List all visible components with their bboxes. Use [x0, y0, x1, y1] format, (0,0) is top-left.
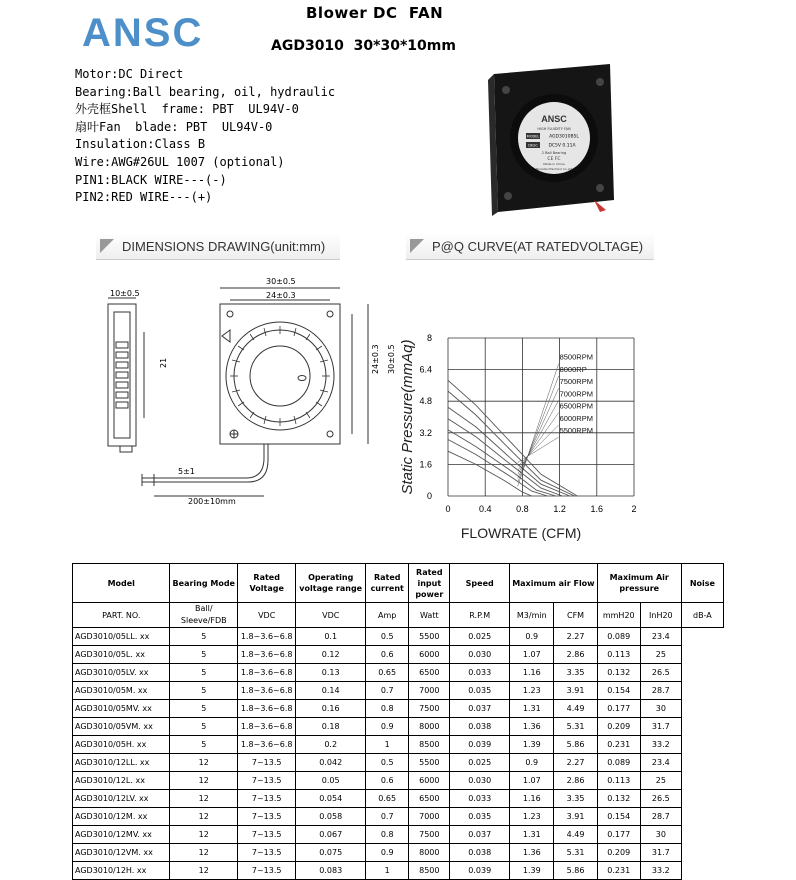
th-noise: Noise: [681, 564, 723, 603]
unit-cell: InH20: [640, 603, 681, 628]
unit-cell: VDC: [296, 603, 366, 628]
row-cell: 0.058: [296, 808, 366, 826]
pq-curve: [448, 380, 577, 496]
dim-strip: 5±1: [178, 467, 195, 476]
row-cell: 0.231: [597, 736, 640, 754]
row-cell: 1.8~3.6~6.8: [238, 718, 296, 736]
row-cell: 12: [170, 862, 238, 880]
y-tick-label: 6.4: [419, 364, 432, 375]
label-desc: DC5V 0.11A: [548, 143, 576, 149]
row-cell: 1.31: [510, 700, 554, 718]
row-cell: 0.65: [366, 664, 409, 682]
row-cell: 1.07: [510, 646, 554, 664]
row-cell: 7~13.5: [238, 826, 296, 844]
row-cell: 0.5: [366, 628, 409, 646]
label-bearing: 2 Ball Bearing: [541, 151, 567, 155]
table-row: [73, 790, 724, 808]
row-cell: 0.035: [450, 808, 510, 826]
row-cell: 1.16: [510, 790, 554, 808]
row-cell: 4.49: [554, 826, 597, 844]
row-cell: 7500: [409, 700, 450, 718]
row-cell: 23.4: [640, 628, 681, 646]
row-cell: 33.2: [640, 862, 681, 880]
row-cell: 12: [170, 790, 238, 808]
row-cell: 0.089: [597, 628, 640, 646]
row-cell: 2.86: [554, 646, 597, 664]
row-model: AGD3010/12LL. xx: [73, 754, 170, 772]
row-cell: 5500: [409, 754, 450, 772]
row-cell: 8000: [409, 844, 450, 862]
series-leader: [518, 364, 559, 486]
row-cell: 25: [640, 646, 681, 664]
unit-cell: Amp: [366, 603, 409, 628]
row-cell: 5: [170, 718, 238, 736]
row-cell: 1.07: [510, 772, 554, 790]
pq-heading-text: P@Q CURVE(AT RATEDVOLTAGE): [432, 238, 644, 254]
row-cell: 1.31: [510, 826, 554, 844]
row-cell: 0.075: [296, 844, 366, 862]
row-model: AGD3010/05H. xx: [73, 736, 170, 754]
row-cell: 5: [170, 646, 238, 664]
series-label: 5500RPM: [559, 426, 593, 436]
row-cell: 0.154: [597, 808, 640, 826]
row-cell: 1.8~3.6~6.8: [238, 682, 296, 700]
series-label: 6000RPM: [559, 413, 593, 423]
row-cell: 0.035: [450, 682, 510, 700]
row-cell: 5: [170, 682, 238, 700]
row-cell: 0.113: [597, 646, 640, 664]
row-cell: 7~13.5: [238, 862, 296, 880]
row-cell: 2.86: [554, 772, 597, 790]
x-tick-label: 0.4: [478, 504, 492, 514]
row-cell: 5.86: [554, 862, 597, 880]
row-cell: 0.14: [296, 682, 366, 700]
row-cell: 5500: [409, 628, 450, 646]
row-cell: 4.49: [554, 700, 597, 718]
row-cell: 0.8: [366, 826, 409, 844]
row-model: AGD3010/05LV. xx: [73, 664, 170, 682]
x-tick-label: 1.6: [590, 504, 604, 514]
th-pressure: Maximum Air pressure: [597, 564, 681, 603]
row-cell: 0.209: [597, 844, 640, 862]
series-leader: [518, 413, 559, 471]
row-cell: 7500: [409, 826, 450, 844]
dim-height-inner: 24±0.3: [371, 344, 380, 374]
row-model: AGD3010/05VM. xx: [73, 718, 170, 736]
series-leader: [518, 437, 559, 462]
row-model: AGD3010/05MV. xx: [73, 700, 170, 718]
x-tick-label: 1.2: [553, 504, 566, 514]
dim-height-outer: 30±0.5: [387, 344, 396, 374]
dim-side-height: 21: [159, 357, 168, 368]
table-row: [73, 754, 724, 772]
row-cell: 8500: [409, 736, 450, 754]
row-cell: 1.36: [510, 844, 554, 862]
series-label: 8500RPM: [559, 352, 593, 362]
row-cell: 5.31: [554, 844, 597, 862]
row-cell: 0.039: [450, 862, 510, 880]
row-model: AGD3010/12MV. xx: [73, 826, 170, 844]
series-label: 7500RPM: [559, 377, 593, 387]
row-model: AGD3010/05LL. xx: [73, 628, 170, 646]
row-cell: 0.025: [450, 628, 510, 646]
row-cell: 0.05: [296, 772, 366, 790]
x-tick-label: 0: [445, 504, 451, 514]
table-row: [73, 700, 724, 718]
table-header-row: [73, 564, 724, 603]
series-label: 7000RPM: [559, 389, 593, 399]
pq-chart: [390, 320, 660, 550]
row-cell: 0.209: [597, 718, 640, 736]
row-cell: 3.91: [554, 808, 597, 826]
row-cell: 0.030: [450, 772, 510, 790]
brand-logo: [80, 8, 214, 54]
bearing-cell: Ball/ Sleeve/FDB: [170, 603, 238, 628]
table-row: [73, 862, 724, 880]
row-cell: 0.12: [296, 646, 366, 664]
th-speed: Speed: [450, 564, 510, 603]
row-cell: 7~13.5: [238, 844, 296, 862]
label-model-key: MODEL: [526, 134, 540, 139]
row-cell: 31.7: [640, 844, 681, 862]
heading-marker-icon: [100, 239, 114, 253]
y-tick-label: 8: [426, 333, 432, 343]
y-tick-label: 0: [426, 491, 432, 501]
row-model: AGD3010/05M. xx: [73, 682, 170, 700]
row-cell: 25: [640, 772, 681, 790]
row-cell: 0.231: [597, 862, 640, 880]
row-cell: 0.067: [296, 826, 366, 844]
row-cell: 1.8~3.6~6.8: [238, 664, 296, 682]
row-cell: 0.1: [296, 628, 366, 646]
row-model: AGD3010/12LV. xx: [73, 790, 170, 808]
row-cell: 3.35: [554, 664, 597, 682]
table-row: [73, 736, 724, 754]
spec-blade: 扇叶Fan blade: PBT UL94V-0: [75, 119, 273, 134]
spec-pin1: PIN1:BLACK WIRE---(-): [75, 172, 227, 187]
row-cell: 0.042: [296, 754, 366, 772]
row-cell: 5.31: [554, 718, 597, 736]
unit-cell: M3/min: [510, 603, 554, 628]
series-leader: [518, 400, 559, 474]
row-cell: 0.113: [597, 772, 640, 790]
dim-thickness: 10±0.5: [110, 289, 140, 298]
th-current: Rated current: [366, 564, 409, 603]
row-cell: 5.86: [554, 736, 597, 754]
row-cell: 5: [170, 700, 238, 718]
series-label: 6500RPM: [559, 401, 593, 411]
row-cell: 12: [170, 826, 238, 844]
row-cell: 0.038: [450, 844, 510, 862]
row-cell: 30: [640, 826, 681, 844]
label-cert: CE FC: [547, 157, 561, 162]
row-cell: 0.6: [366, 772, 409, 790]
unit-cell: R.P.M: [450, 603, 510, 628]
row-cell: 6000: [409, 772, 450, 790]
row-cell: 5: [170, 664, 238, 682]
table-row: [73, 826, 724, 844]
th-bearing: Bearing Mode: [170, 564, 238, 603]
pq-curve: [448, 419, 562, 496]
row-cell: 1.8~3.6~6.8: [238, 628, 296, 646]
label-brand: ANSC: [541, 114, 567, 124]
row-cell: 0.13: [296, 664, 366, 682]
row-cell: 6500: [409, 790, 450, 808]
spec-bearing: Bearing:Ball bearing, oil, hydraulic: [75, 84, 336, 99]
label-desc-key: DESC: [528, 143, 538, 148]
dim-width-inner: 24±0.3: [266, 291, 296, 300]
row-cell: 0.18: [296, 718, 366, 736]
row-cell: 0.037: [450, 826, 510, 844]
row-cell: 0.16: [296, 700, 366, 718]
th-power: Rated input power: [409, 564, 450, 603]
row-cell: 0.038: [450, 718, 510, 736]
x-tick-label: 2: [631, 504, 637, 514]
model-line: AGD3010 30*30*10mm: [271, 38, 456, 54]
pq-curve: [448, 407, 570, 496]
unit-partno: PART. NO.: [73, 603, 170, 628]
x-axis-label: FLOWRATE (CFM): [460, 525, 582, 541]
row-cell: 0.177: [597, 826, 640, 844]
row-model: AGD3010/12L. xx: [73, 772, 170, 790]
spec-list: [75, 66, 335, 207]
table-row: [73, 646, 724, 664]
row-cell: 30: [640, 700, 681, 718]
row-cell: 5: [170, 628, 238, 646]
row-cell: 0.2: [296, 736, 366, 754]
row-cell: 0.9: [366, 718, 409, 736]
row-cell: 0.025: [450, 754, 510, 772]
dim-width-outer: 30±0.5: [266, 277, 296, 286]
row-cell: 0.089: [597, 754, 640, 772]
row-model: AGD3010/12M. xx: [73, 808, 170, 826]
label-model: AGD3010B5L: [549, 134, 579, 140]
row-model: AGD3010/05L. xx: [73, 646, 170, 664]
row-cell: 7~13.5: [238, 754, 296, 772]
row-cell: 0.030: [450, 646, 510, 664]
row-cell: 1.36: [510, 718, 554, 736]
dim-wire-length: 200±10mm: [188, 497, 236, 506]
table-row: [73, 664, 724, 682]
dimensions-heading: [96, 233, 340, 260]
row-cell: 23.4: [640, 754, 681, 772]
row-model: AGD3010/12H. xx: [73, 862, 170, 880]
row-cell: 0.154: [597, 682, 640, 700]
fan-photo: [484, 50, 620, 218]
pq-curve: [448, 451, 532, 496]
row-cell: 0.033: [450, 664, 510, 682]
y-tick-label: 4.8: [419, 396, 432, 407]
series-label: 8000RP: [559, 364, 587, 374]
row-cell: 12: [170, 808, 238, 826]
y-tick-label: 3.2: [419, 427, 432, 438]
dimensions-drawing: [96, 268, 396, 518]
table-row: [73, 772, 724, 790]
label-tag: HIGH FLUIDITY FAN: [537, 127, 571, 131]
row-cell: 0.6: [366, 646, 409, 664]
row-cell: 0.033: [450, 790, 510, 808]
row-cell: 2.27: [554, 754, 597, 772]
row-cell: 1.16: [510, 664, 554, 682]
y-tick-label: 1.6: [419, 459, 432, 470]
row-cell: 12: [170, 844, 238, 862]
spec-motor: Motor:DC Direct: [75, 67, 184, 81]
row-cell: 3.91: [554, 682, 597, 700]
row-cell: 0.132: [597, 790, 640, 808]
row-cell: 8000: [409, 718, 450, 736]
row-cell: 8500: [409, 862, 450, 880]
spec-pin2: PIN2:RED WIRE---(+): [75, 190, 213, 205]
row-cell: 7000: [409, 808, 450, 826]
row-cell: 0.9: [510, 628, 554, 646]
row-cell: 6000: [409, 646, 450, 664]
row-cell: 12: [170, 772, 238, 790]
row-cell: 0.9: [510, 754, 554, 772]
row-cell: 26.5: [640, 790, 681, 808]
series-leader: [518, 425, 559, 466]
row-cell: 1.39: [510, 736, 554, 754]
spec-shell: 外壳框Shell frame: PBT UL94V-0: [75, 102, 299, 117]
table-row: [73, 844, 724, 862]
table-row: [73, 628, 724, 646]
row-cell: 0.8: [366, 700, 409, 718]
row-cell: 3.35: [554, 790, 597, 808]
row-cell: 1: [366, 736, 409, 754]
dimensions-heading-text: DIMENSIONS DRAWING(unit:mm): [122, 238, 326, 254]
row-cell: 5: [170, 736, 238, 754]
row-cell: 7~13.5: [238, 790, 296, 808]
label-maker: Shenzhen Electronic Co.,Ltd: [535, 168, 573, 171]
row-cell: 7~13.5: [238, 808, 296, 826]
row-cell: 1: [366, 862, 409, 880]
row-cell: 0.039: [450, 736, 510, 754]
row-cell: 0.037: [450, 700, 510, 718]
th-voltage: Rated Voltage: [238, 564, 296, 603]
row-cell: 26.5: [640, 664, 681, 682]
row-cell: 0.177: [597, 700, 640, 718]
row-cell: 1.39: [510, 862, 554, 880]
row-cell: 0.132: [597, 664, 640, 682]
table-row: [73, 718, 724, 736]
row-cell: 1.23: [510, 682, 554, 700]
th-airflow: Maximum air Flow: [510, 564, 598, 603]
th-model: Model: [73, 564, 170, 603]
unit-cell: mmH20: [597, 603, 640, 628]
row-cell: 0.083: [296, 862, 366, 880]
row-cell: 2.27: [554, 628, 597, 646]
table-row: [73, 808, 724, 826]
pq-heading: [406, 233, 654, 260]
logo-text: ANSC: [82, 11, 204, 55]
label-origin: Made in China: [543, 162, 565, 166]
heading-marker-icon: [410, 239, 424, 253]
row-cell: 6500: [409, 664, 450, 682]
row-model: AGD3010/12VM. xx: [73, 844, 170, 862]
pq-curve: [448, 391, 575, 496]
row-cell: 1.8~3.6~6.8: [238, 700, 296, 718]
x-tick-label: 0.8: [516, 504, 529, 514]
th-op-range: Operating voltage range: [296, 564, 366, 603]
spec-table: [72, 563, 724, 880]
unit-cell: Watt: [409, 603, 450, 628]
row-cell: 0.9: [366, 844, 409, 862]
row-cell: 0.7: [366, 682, 409, 700]
row-cell: 0.054: [296, 790, 366, 808]
y-axis-label: Static Pressure(mmAq): [399, 339, 416, 495]
row-cell: 33.2: [640, 736, 681, 754]
document-title: Blower DC FAN: [306, 4, 444, 22]
row-cell: 1.8~3.6~6.8: [238, 646, 296, 664]
row-cell: 1.23: [510, 808, 554, 826]
row-cell: 0.7: [366, 808, 409, 826]
table-row: [73, 682, 724, 700]
spec-wire: Wire:AWG#26UL 1007 (optional): [75, 154, 285, 169]
row-cell: 7000: [409, 682, 450, 700]
row-cell: 12: [170, 754, 238, 772]
row-cell: 28.7: [640, 808, 681, 826]
unit-cell: CFM: [554, 603, 597, 628]
row-cell: 1.8~3.6~6.8: [238, 736, 296, 754]
row-cell: 0.5: [366, 754, 409, 772]
table-units-row: [73, 603, 724, 628]
series-leader: [518, 376, 559, 482]
unit-cell: VDC: [238, 603, 296, 628]
row-cell: 7~13.5: [238, 772, 296, 790]
row-cell: 31.7: [640, 718, 681, 736]
unit-cell: dB-A: [681, 603, 723, 628]
row-cell: 0.65: [366, 790, 409, 808]
spec-insulation: Insulation:Class B: [75, 137, 206, 152]
row-cell: 28.7: [640, 682, 681, 700]
